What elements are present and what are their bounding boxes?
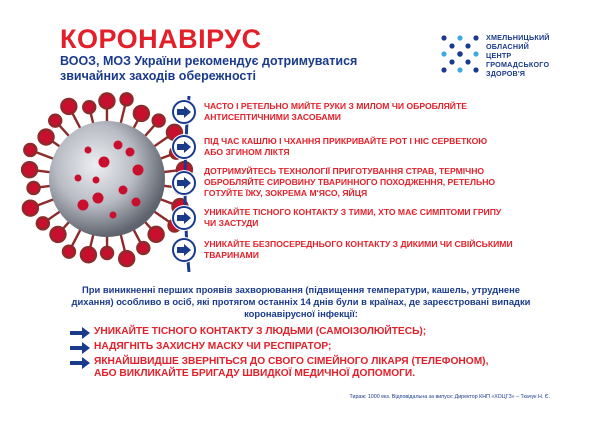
arrow-right-icon [172, 135, 196, 159]
arrow-right-icon [172, 238, 196, 262]
org-logo [438, 32, 568, 84]
recommendation-text: УНИКАЙТЕ ТІСНОГО КОНТАКТУ З ТИМИ, ХТО МАЄ СИМПТОМИ ГРИПУ ЧИ ЗАСТУДИ [204, 207, 502, 228]
recommendation-item [172, 206, 504, 230]
action-text: ЯКНАЙШВИДШЕ ЗВЕРНІТЬСЯ ДО СВОГО СІМЕЙНОГО ЛІКАРЯ (ТЕЛЕФОНОМ), АБО ВИКЛИКАЙТЕ БРИГАДУ ШВИДКОЇ МЕДИЧНОЇ ДОПОМОГИ. [94, 356, 489, 379]
intro-text: При виникненні перших проявів захворювання (підвищення температури, кашель, утруднене дихання) особливо в осіб, які протягом останніх 14 днів були в країнах, де зареєстровані випадки коронавірусної інфекції: [71, 284, 531, 319]
recommendation-item [172, 238, 514, 262]
arrow-right-icon [172, 100, 196, 124]
logo-line: ГРОМАДСЬКОГО [486, 60, 550, 69]
print-run-note: Тираж: 1000 екз. Відповідальна за випуск: Директор КНП «ХОЦГЗ» – Ткачук Н. Є. [349, 394, 550, 400]
logo-mark-icon [438, 32, 482, 76]
recommendation-item [172, 135, 504, 159]
recommendation-text: УНИКАЙТЕ БЕЗПОСЕРЕДНЬОГО КОНТАКТУ З ДИКИМИ ЧИ СВІЙСЬКИМИ ТВАРИНАМИ [204, 239, 513, 260]
action-item [70, 356, 494, 380]
arrow-right-icon [70, 327, 90, 339]
page-title: КОРОНАВІРУС [60, 24, 262, 54]
action-item [70, 341, 514, 354]
recommendation-item [172, 100, 504, 124]
action-text: УНИКАЙТЕ ТІСНОГО КОНТАКТУ З ЛЮДЬМИ (САМОІЗОЛЮЙТЕСЬ); [94, 326, 427, 337]
recommendation-text: ДОТРИМУЙТЕСЬ ТЕХНОЛОГІЇ ПРИГОТУВАННЯ СТРАВ, ТЕРМІЧНО ОБРОБЛЯЙТЕ СИРОВИНУ ТВАРИННОГО ПОХОДЖЕННЯ, РЕТЕЛЬНО ГОТУЙТЕ ЇЖУ, ЗОКРЕМА М'ЯСО, ЯЙЦЯ [204, 166, 496, 198]
page-subtitle: ВООЗ, МОЗ України рекомендує дотримуватися звичайних заходів обережності [60, 54, 358, 83]
action-item [70, 326, 514, 339]
action-text: НАДЯГНІТЬ ЗАХИСНУ МАСКУ ЧИ РЕСПІРАТОР; [94, 341, 332, 352]
logo-text [486, 33, 550, 78]
recommendation-text: ЧАСТО І РЕТЕЛЬНО МИЙТЕ РУКИ З МИЛОМ ЧИ ОБРОБЛЯЙТЕ АНТИСЕПТИЧНИМИ ЗАСОБАМИ [204, 101, 467, 122]
logo-line: ОБЛАСНИЙ [486, 42, 529, 51]
arrow-right-icon [172, 171, 196, 195]
recommendation-text: ПІД ЧАС КАШЛЮ І ЧХАННЯ ПРИКРИВАЙТЕ РОТ І НІС СЕРВЕТКОЮ АБО ЗГИНОМ ЛІКТЯ [204, 136, 488, 157]
logo-line: ЦЕНТР [486, 51, 512, 60]
recommendation-item [172, 166, 514, 199]
logo-line: ЗДОРОВ'Я [486, 69, 526, 78]
coronavirus-illustration [18, 90, 196, 268]
logo-line: ХМЕЛЬНИЦЬКИЙ [486, 33, 550, 42]
arrow-right-icon [70, 357, 90, 369]
arrow-right-icon [172, 206, 196, 230]
arrow-right-icon [70, 342, 90, 354]
